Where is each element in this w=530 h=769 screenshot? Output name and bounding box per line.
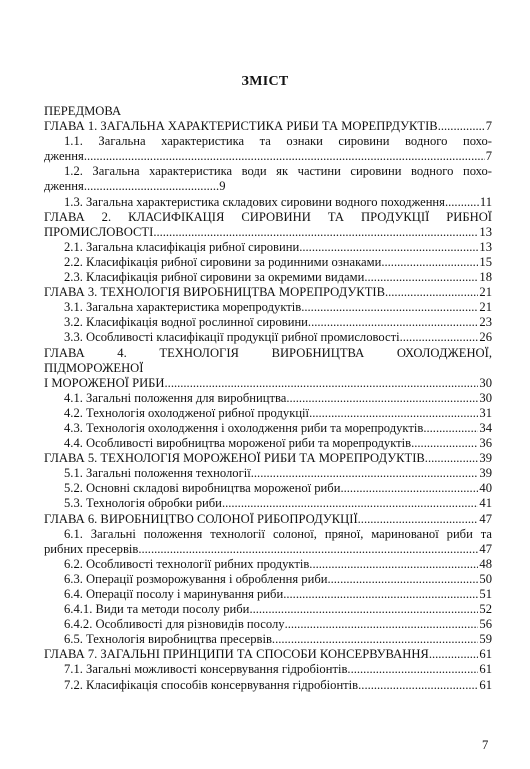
toc-leader-dots: [84, 149, 485, 164]
toc-entry-chapter-4-line3: [44, 376, 492, 391]
toc-entry-text: 7.1. Загальні можливості консервування гідробіонтів: [64, 662, 348, 677]
toc-entry-text: 2.2. Класифікація рибної сировини за родинними ознаками: [64, 254, 382, 269]
toc-entry-text: ГЛАВА 3. ТЕХНОЛОГІЯ ВИРОБНИЦТВА МОРЕПРОДУКТІВ: [44, 285, 385, 300]
toc-entry-text: дження: [44, 149, 84, 164]
page-title: ЗМІСТ: [241, 74, 289, 89]
toc-entry-text: 6.2. Особливості технології рибних продуктів: [64, 556, 310, 571]
toc-leader-dots: [153, 225, 478, 240]
toc-entry-5-1: [44, 466, 492, 481]
toc-leader-dots: [301, 300, 478, 315]
toc-entry-4-2: [44, 406, 492, 421]
toc-entry-page: 13: [479, 239, 492, 254]
toc-entry-text: 6.1. Загальні положення технології солоної, пряної, маринованої риби та: [64, 526, 492, 541]
toc-entry-chapter-6: [44, 512, 492, 527]
toc-leader-dots: [340, 481, 478, 496]
toc-leader-dots: [251, 466, 479, 481]
toc-entry-page: 56: [479, 617, 492, 632]
toc-leader-dots: [309, 406, 478, 421]
toc-entry-page: 9: [219, 179, 226, 194]
toc-entry-page: 30: [479, 390, 492, 405]
toc-entry-text: ПЕРЕДМОВА: [44, 104, 122, 118]
toc-entry-page: 13: [479, 224, 492, 239]
toc-leader-dots: [165, 376, 479, 391]
toc-leader-dots: [385, 285, 478, 300]
toc-leader-dots: ...........................................: [83, 179, 220, 194]
toc-entry-7-1: [44, 662, 492, 677]
toc-entry-page: 39: [479, 466, 492, 481]
toc-entry-6-4: [44, 587, 492, 602]
toc-entry-text: ПРОМИСЛОВОСТІ: [44, 224, 154, 239]
toc-entry-text: 2.1. Загальна класифікація рибної сировини: [64, 239, 300, 254]
toc-entry-page: 7: [485, 119, 492, 134]
toc-entry-text: ПІДМОРОЖЕНОЇ: [44, 360, 144, 375]
toc-entry-chapter-5: [44, 451, 492, 466]
toc-entry-page: 61: [479, 662, 492, 677]
toc-entry-page: 21: [479, 285, 492, 300]
toc-leader-dots: [283, 587, 478, 602]
toc-entry-text: 6.4.1. Види та методи посолу риби: [64, 602, 250, 617]
toc-leader-dots: [358, 678, 478, 693]
toc-entry-1-1-line2: [44, 149, 492, 164]
toc-leader-dots: [308, 315, 478, 330]
toc-entry-text: 6.4.2. Особливості для різновидів посолу: [64, 617, 285, 632]
toc-entry-text: ГЛАВА 6. ВИРОБНИЦТВО СОЛОНОЇ РИБОПРОДУКЦІЇ: [44, 511, 358, 526]
toc-entry-text: 6.4. Операції посолу і маринування риби: [64, 587, 284, 601]
toc-entry-2-1: [44, 240, 492, 255]
toc-leader-dots: [423, 421, 478, 436]
toc-entry-page: 59: [479, 632, 492, 647]
toc-leader-dots: [445, 195, 479, 210]
toc-entry-3-1: [44, 300, 492, 315]
toc-leader-dots: [327, 572, 478, 587]
toc-entry-page: 47: [479, 511, 492, 526]
toc-leader-dots: [309, 557, 478, 572]
toc-entry-page: 40: [479, 481, 492, 496]
toc-entry-1-2-line2: [44, 179, 492, 194]
toc-entry-6-2: [44, 557, 492, 572]
toc-entry-page: 50: [479, 571, 492, 586]
toc-entry-4-3: [44, 421, 492, 436]
page-number: 7: [482, 738, 489, 752]
toc-entry-page: 26: [479, 330, 492, 345]
toc-entry-6-4-1: [44, 602, 492, 617]
toc-leader-dots: [429, 647, 479, 662]
toc-entry-1-2-line1: [44, 164, 492, 179]
toc-entry-4-4: [44, 436, 492, 451]
toc-entry-1-1-line1: [44, 134, 492, 149]
toc-entry-3-2: [44, 315, 492, 330]
toc-entry-2-3: [44, 270, 492, 285]
toc-entry-text: 3.3. Особливості класифікації продукції рибної промисловості: [64, 330, 400, 345]
toc-entry-text: 7.2. Класифікація способів консервування гідробіонтів: [64, 677, 359, 692]
toc-entry-page: 15: [479, 254, 492, 269]
toc-entry-6-5: [44, 632, 492, 647]
toc-leader-dots: [249, 602, 478, 617]
toc-entry-text: 6.3. Операції розморожування і оброблення риби: [64, 571, 328, 586]
toc-entry-2-2: [44, 255, 492, 270]
toc-entry-page: 41: [479, 496, 492, 511]
toc-leader-dots: [222, 496, 478, 511]
toc-entry-text: 5.2. Основні складові виробництва мороженої риби: [64, 481, 341, 496]
toc-entry-text: 1.1. Загальна характеристика та ознаки сировини водного похо-: [64, 134, 492, 149]
toc-entry-text: 4.3. Технологія охолодження і охолодження риби та морепродуктів: [64, 420, 424, 435]
toc-entry-6-3: [44, 572, 492, 587]
toc-entry-5-2: [44, 481, 492, 496]
toc-entry-text: 4.1. Загальні положення для виробництва: [64, 390, 287, 405]
toc-entry-1-3: [44, 195, 492, 210]
toc-entry-text: ГЛАВА 7. ЗАГАЛЬНІ ПРИНЦИПИ ТА СПОСОБИ КОНСЕРВУВАННЯ: [44, 647, 429, 662]
toc-entry-text: 3.1. Загальна характеристика морепродуктів: [64, 300, 302, 315]
toc-entry-page: 34: [479, 420, 492, 435]
toc-entry-text: ГЛАВА 1. ЗАГАЛЬНА ХАРАКТЕРИСТИКА РИБИ ТА МОРЕПРДУКТІВ: [44, 119, 438, 134]
toc-entry-3-3: [44, 330, 492, 345]
toc-entry-text: 4.4. Особливості виробництва мороженої риби та морепродуктів: [64, 436, 412, 451]
toc-leader-dots: [299, 240, 478, 255]
toc-leader-dots: [285, 617, 479, 632]
toc-entry-chapter-4-line2: [44, 361, 492, 376]
toc-entry-7-2: [44, 678, 492, 693]
toc-leader-dots: [425, 451, 479, 466]
toc-entry-page: 36: [479, 436, 492, 451]
toc-entry-5-3: [44, 496, 492, 511]
toc-entry-chapter-3: [44, 285, 492, 300]
toc-leader-dots: [358, 512, 479, 527]
toc-entry-6-1-line2: [44, 542, 492, 557]
table-of-contents: [44, 104, 492, 693]
toc-entry-text: дження: [44, 179, 84, 194]
toc-entry-page: 48: [479, 556, 492, 571]
toc-entry-6-1-line1: [44, 527, 492, 542]
toc-leader-dots: [400, 330, 479, 345]
toc-entry-page: 18: [479, 270, 492, 285]
toc-entry-text: 4.2. Технологія охолодженої рибної продукції: [64, 405, 310, 420]
toc-leader-dots: [381, 255, 478, 270]
toc-entry-text: ГЛАВА 5. ТЕХНОЛОГІЯ МОРОЖЕНОЇ РИБИ ТА МОРЕПРОДУКТІВ: [44, 451, 425, 466]
toc-entry-page: 11: [479, 194, 492, 209]
toc-entry-chapter-2-line1: [44, 210, 492, 225]
toc-entry-page: 61: [479, 677, 492, 692]
toc-entry-page: 23: [479, 315, 492, 330]
toc-entry-page: 39: [479, 451, 492, 466]
toc-leader-dots: [364, 270, 478, 285]
toc-entry-text: рибних пресервів: [44, 541, 139, 556]
toc-entry-text: І МОРОЖЕНОЇ РИБИ: [44, 375, 165, 390]
toc-entry-text: 2.3. Класифікація рибної сировини за окремими видами: [64, 270, 365, 285]
toc-leader-dots: [347, 662, 478, 677]
toc-entry-page: 51: [479, 587, 492, 601]
toc-entry-chapter-1: [44, 119, 492, 134]
toc-entry-text: 5.1. Загальні положення технології: [64, 466, 251, 481]
toc-entry-page: 61: [479, 647, 492, 662]
toc-entry-text: ГЛАВА 4. ТЕХНОЛОГІЯ ВИРОБНИЦТВА ОХОЛОДЖЕНОЇ,: [44, 345, 492, 360]
toc-entry-text: 1.3. Загальна характеристика складових сировини водного походження: [64, 194, 445, 209]
toc-entry-text: 6.5. Технологія виробництва пресервів: [64, 632, 272, 647]
toc-leader-dots: [286, 391, 478, 406]
toc-entry-page: 21: [479, 300, 492, 315]
toc-leader-dots: [438, 119, 485, 134]
toc-entry-text: 5.3. Технологія обробки риби: [64, 496, 222, 511]
toc-entry-chapter-4-line1: [44, 346, 492, 361]
toc-leader-dots: [411, 436, 478, 451]
toc-entry-text: 3.2. Класифікація водної рослинної сировини: [64, 315, 308, 330]
toc-entry-page: 31: [479, 405, 492, 420]
toc-entry-chapter-7: [44, 647, 492, 662]
toc-entry-page: 47: [479, 541, 492, 556]
toc-leader-dots: [272, 632, 478, 647]
toc-entry-chapter-2-line2: [44, 225, 492, 240]
toc-entry-page: 52: [479, 602, 492, 617]
toc-entry-text: ГЛАВА 2. КЛАСИФІКАЦІЯ СИРОВИНИ ТА ПРОДУКЦІЇ РИБНОЇ: [44, 209, 492, 224]
toc-entry-text: 1.2. Загальна характеристика води як частини сировини водного похо-: [64, 164, 492, 179]
toc-entry-preface: [44, 104, 492, 119]
toc-leader-dots: [138, 542, 478, 557]
toc-entry-page: 7: [485, 149, 492, 164]
toc-entry-6-4-2: [44, 617, 492, 632]
toc-entry-page: 30: [479, 375, 492, 390]
toc-entry-4-1: [44, 391, 492, 406]
